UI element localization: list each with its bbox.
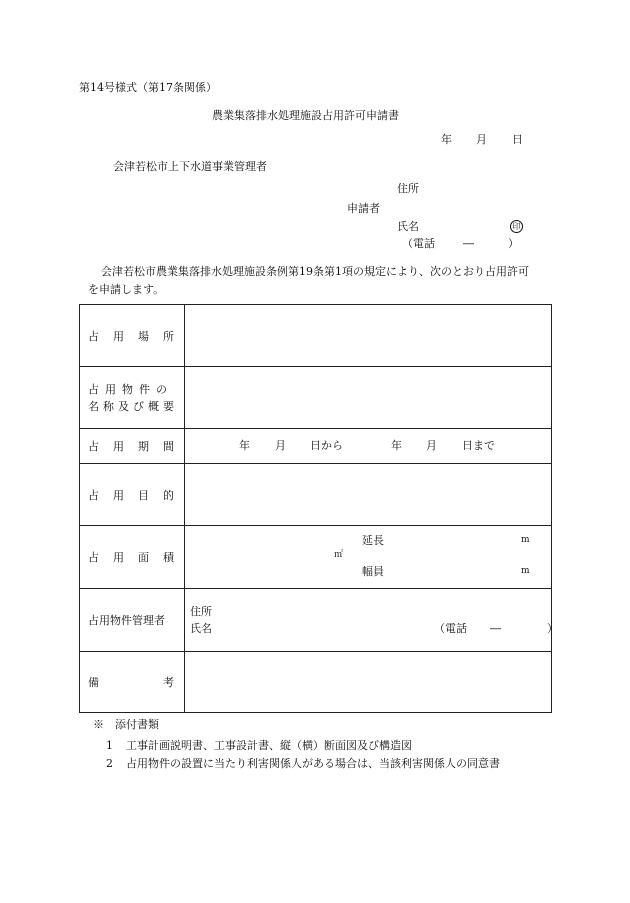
body-text-line2: を申請します。 bbox=[88, 283, 165, 296]
value-manager[interactable] bbox=[185, 589, 558, 652]
applicant-name-label: 氏名 bbox=[397, 220, 419, 233]
label-item bbox=[80, 367, 185, 429]
date-day: 日 bbox=[512, 133, 523, 146]
row-period bbox=[80, 429, 552, 464]
label-char: 用 bbox=[105, 382, 116, 396]
attachments-title: ※ 添付書類 bbox=[93, 718, 159, 731]
seal-icon: 印 bbox=[510, 220, 523, 233]
label-char: 件 bbox=[139, 382, 150, 396]
label-char: 概 bbox=[148, 399, 159, 413]
applicant-label: 申請者 bbox=[347, 202, 380, 215]
label-char: 考 bbox=[163, 676, 174, 689]
label-char: 占 bbox=[88, 488, 99, 502]
label-char: 名 bbox=[88, 399, 99, 413]
period-month-end: 月 bbox=[426, 439, 437, 452]
applicant-phone-open: （電話 bbox=[402, 237, 435, 250]
label-char: 要 bbox=[163, 399, 174, 413]
label-manager-text: 占用物件管理者 bbox=[88, 614, 165, 627]
label-char: 及 bbox=[118, 399, 129, 413]
addressee: 会津若松市上下水道事業管理者 bbox=[113, 160, 267, 173]
label-purpose bbox=[80, 464, 185, 526]
row-location bbox=[80, 305, 552, 367]
label-char: 用 bbox=[113, 488, 124, 502]
form-number: 第14号様式（第17条関係） bbox=[79, 81, 217, 94]
label-char: 用 bbox=[113, 551, 124, 564]
manager-phone-close: ） bbox=[547, 622, 558, 635]
applicant-phone-dash: ― bbox=[463, 237, 474, 250]
row-remarks bbox=[80, 652, 552, 713]
label-char: 称 bbox=[103, 399, 114, 413]
label-char: 積 bbox=[163, 551, 174, 564]
value-area[interactable] bbox=[185, 526, 552, 589]
label-char: び bbox=[133, 399, 144, 413]
area-length-label: 延長 bbox=[362, 534, 384, 547]
value-location[interactable] bbox=[185, 305, 552, 367]
label-char: 用 bbox=[113, 329, 124, 343]
value-period[interactable] bbox=[185, 429, 552, 464]
manager-phone-open: （電話 bbox=[434, 622, 467, 635]
label-char: 間 bbox=[163, 440, 174, 453]
label-remarks bbox=[80, 652, 185, 713]
manager-name-label: 氏名 bbox=[190, 622, 212, 635]
value-item[interactable] bbox=[185, 367, 552, 429]
area-sqm-unit: ㎡ bbox=[334, 550, 344, 560]
attachment-text-1: 工事計画説明書、工事設計書、縦（横）断面図及び構造図 bbox=[126, 739, 412, 752]
body-text-line1: 会津若松市農業集落排水処理施設条例第19条第1項の規定により、次のとおり占用許可 bbox=[101, 265, 529, 278]
label-char: の bbox=[156, 382, 167, 396]
row-manager bbox=[80, 589, 552, 652]
label-char: 目 bbox=[138, 488, 149, 502]
label-char: 的 bbox=[163, 488, 174, 502]
label-char: 期 bbox=[138, 440, 149, 453]
label-char: 所 bbox=[163, 329, 174, 343]
attachment-num-1: 1 bbox=[106, 739, 113, 752]
period-year-start: 年 bbox=[239, 439, 250, 452]
period-day-to: 日まで bbox=[462, 439, 495, 452]
application-table bbox=[79, 304, 558, 713]
label-char: 占 bbox=[88, 551, 99, 564]
row-item bbox=[80, 367, 552, 429]
label-char: 物 bbox=[122, 382, 133, 396]
value-purpose[interactable] bbox=[185, 464, 552, 526]
row-purpose bbox=[80, 464, 552, 526]
date-year: 年 bbox=[441, 133, 452, 146]
date-month: 月 bbox=[476, 133, 487, 146]
attachment-text-2: 占用物件の設置に当たり利害関係人がある場合は、当該利害関係人の同意書 bbox=[126, 757, 500, 770]
attachment-num-2: 2 bbox=[106, 757, 113, 770]
label-char: 場 bbox=[138, 329, 149, 343]
row-area bbox=[80, 526, 552, 589]
value-remarks[interactable] bbox=[185, 652, 552, 713]
seal-mark bbox=[510, 220, 523, 233]
period-day-from: 日から bbox=[310, 439, 343, 452]
label-char: 占 bbox=[88, 440, 99, 453]
label-area bbox=[80, 526, 185, 589]
label-period bbox=[80, 429, 185, 464]
label-char: 占 bbox=[88, 382, 99, 396]
label-char: 備 bbox=[88, 676, 99, 689]
label-char: 面 bbox=[138, 551, 149, 564]
manager-phone-dash: ― bbox=[490, 622, 501, 635]
period-month-start: 月 bbox=[275, 439, 286, 452]
applicant-address-label: 住所 bbox=[397, 182, 419, 195]
label-location bbox=[80, 305, 185, 367]
manager-address-label: 住所 bbox=[190, 605, 212, 618]
area-width-unit: m bbox=[521, 566, 530, 576]
applicant-phone-close: ） bbox=[508, 237, 519, 250]
area-width-label: 幅員 bbox=[362, 565, 384, 578]
label-manager bbox=[80, 589, 185, 652]
period-year-end: 年 bbox=[391, 439, 402, 452]
label-char: 占 bbox=[88, 329, 99, 343]
area-length-unit: m bbox=[521, 535, 530, 545]
label-char: 用 bbox=[113, 440, 124, 453]
form-title: 農業集落排水処理施設占用許可申請書 bbox=[212, 109, 399, 122]
